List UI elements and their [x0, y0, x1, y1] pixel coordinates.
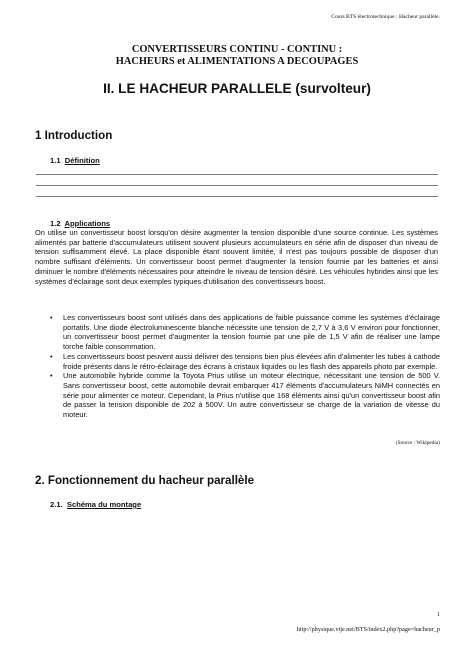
document-title-line-1: CONVERTISSEURS CONTINU - CONTINU :: [131, 44, 343, 55]
blank-line-2: [36, 185, 438, 186]
heading-applications-number: 1.2: [50, 219, 61, 228]
applications-bullet-list: [48, 313, 440, 420]
heading-definition: [50, 156, 100, 165]
footer-url: http://physique.vije.net/BTS/index2.php?page=hacheur_p: [296, 626, 440, 633]
blank-line-3: [36, 196, 438, 197]
heading-applications: [50, 219, 110, 228]
document-title-line-2: HACHEURS et ALIMENTATIONS A DECOUPAGES: [115, 56, 359, 68]
blank-line-1: [36, 174, 438, 175]
heading-definition-title: Définition: [64, 156, 100, 165]
list-item: • Les convertisseurs boost peuvent aussi délivrer des tensions bien plus élevées afin d'alimenter les tubes à cathode froide présents dans le rétro-éclairage des écrans à cristaux liquides ou les flash des appareils photo par exemple.: [48, 352, 440, 371]
heading-schema-number: 2.1.: [50, 500, 63, 509]
heading-applications-title: Applications: [64, 219, 111, 228]
heading-introduction: 1 Introduction: [35, 129, 113, 142]
document-title: [0, 44, 474, 69]
applications-paragraph: On utilise un convertisseur boost lorsqu'on désire augmenter la tension disponible d'une source continue. Les systèmes alimentés par batterie d'accumulateurs utilisent souvent plusieurs accumulateurs en série afin de disposer d'un niveau de tension suffisamment élevé. La place disponible étant souvent limitée, il n'est pas toujours possible de disposer d'un nombre suffisant d'éléments. Un convertisseur boost permet d'augmenter la tension fournie par les batteries et ainsi diminuer le nombre d'éléments nécessaires pour atteindre le niveau de tension désiré. Les véhicules hybrides ainsi que les systèmes d'éclairage sont deux exemples typiques d'utilisation des convertisseurs boost.: [35, 228, 438, 286]
page-number: 1: [437, 612, 440, 618]
section-title: II. LE HACHEUR PARALLELE (survolteur): [103, 81, 371, 96]
list-item: • Une automobile hybride comme la Toyota Prius utilise un moteur électrique, nécessitant une tension de 500 V. Sans convertisseur boost, cette automobile devrait embarquer 417 éléments d'accumulateurs NiMH connectés en série pour alimenter ce moteur. Cependant, la Prius n'utilise que 168 éléments ainsi qu'un convertisseur boost afin de passer la tension disponible de 202 à 500V. Un autre convertisseur se charge de la variation de vitesse du moteur.: [48, 371, 440, 420]
heading-schema-title: Schéma du montage: [66, 500, 142, 509]
source-citation: (Source : Wikipedia): [395, 440, 440, 446]
list-item: • Les convertisseurs boost sont utilisés dans des applications de faible puissance comme les systèmes d'éclairage portatifs. Une diode électroluminescente blanche nécessite une tension de 2,7 V à 3,6 V environ pour fonctionner, un convertisseur boost permet d'augmenter la tension fournie par une pile de 1,5 V afin de réaliser une lampe torche faible consommation.: [48, 313, 440, 352]
heading-definition-number: 1.1: [50, 156, 61, 165]
course-header: Cours BTS électrotechnique : Hacheur parallèle.: [331, 14, 440, 20]
heading-fonctionnement: 2. Fonctionnement du hacheur parallèle: [35, 474, 255, 487]
heading-schema: [50, 500, 141, 509]
